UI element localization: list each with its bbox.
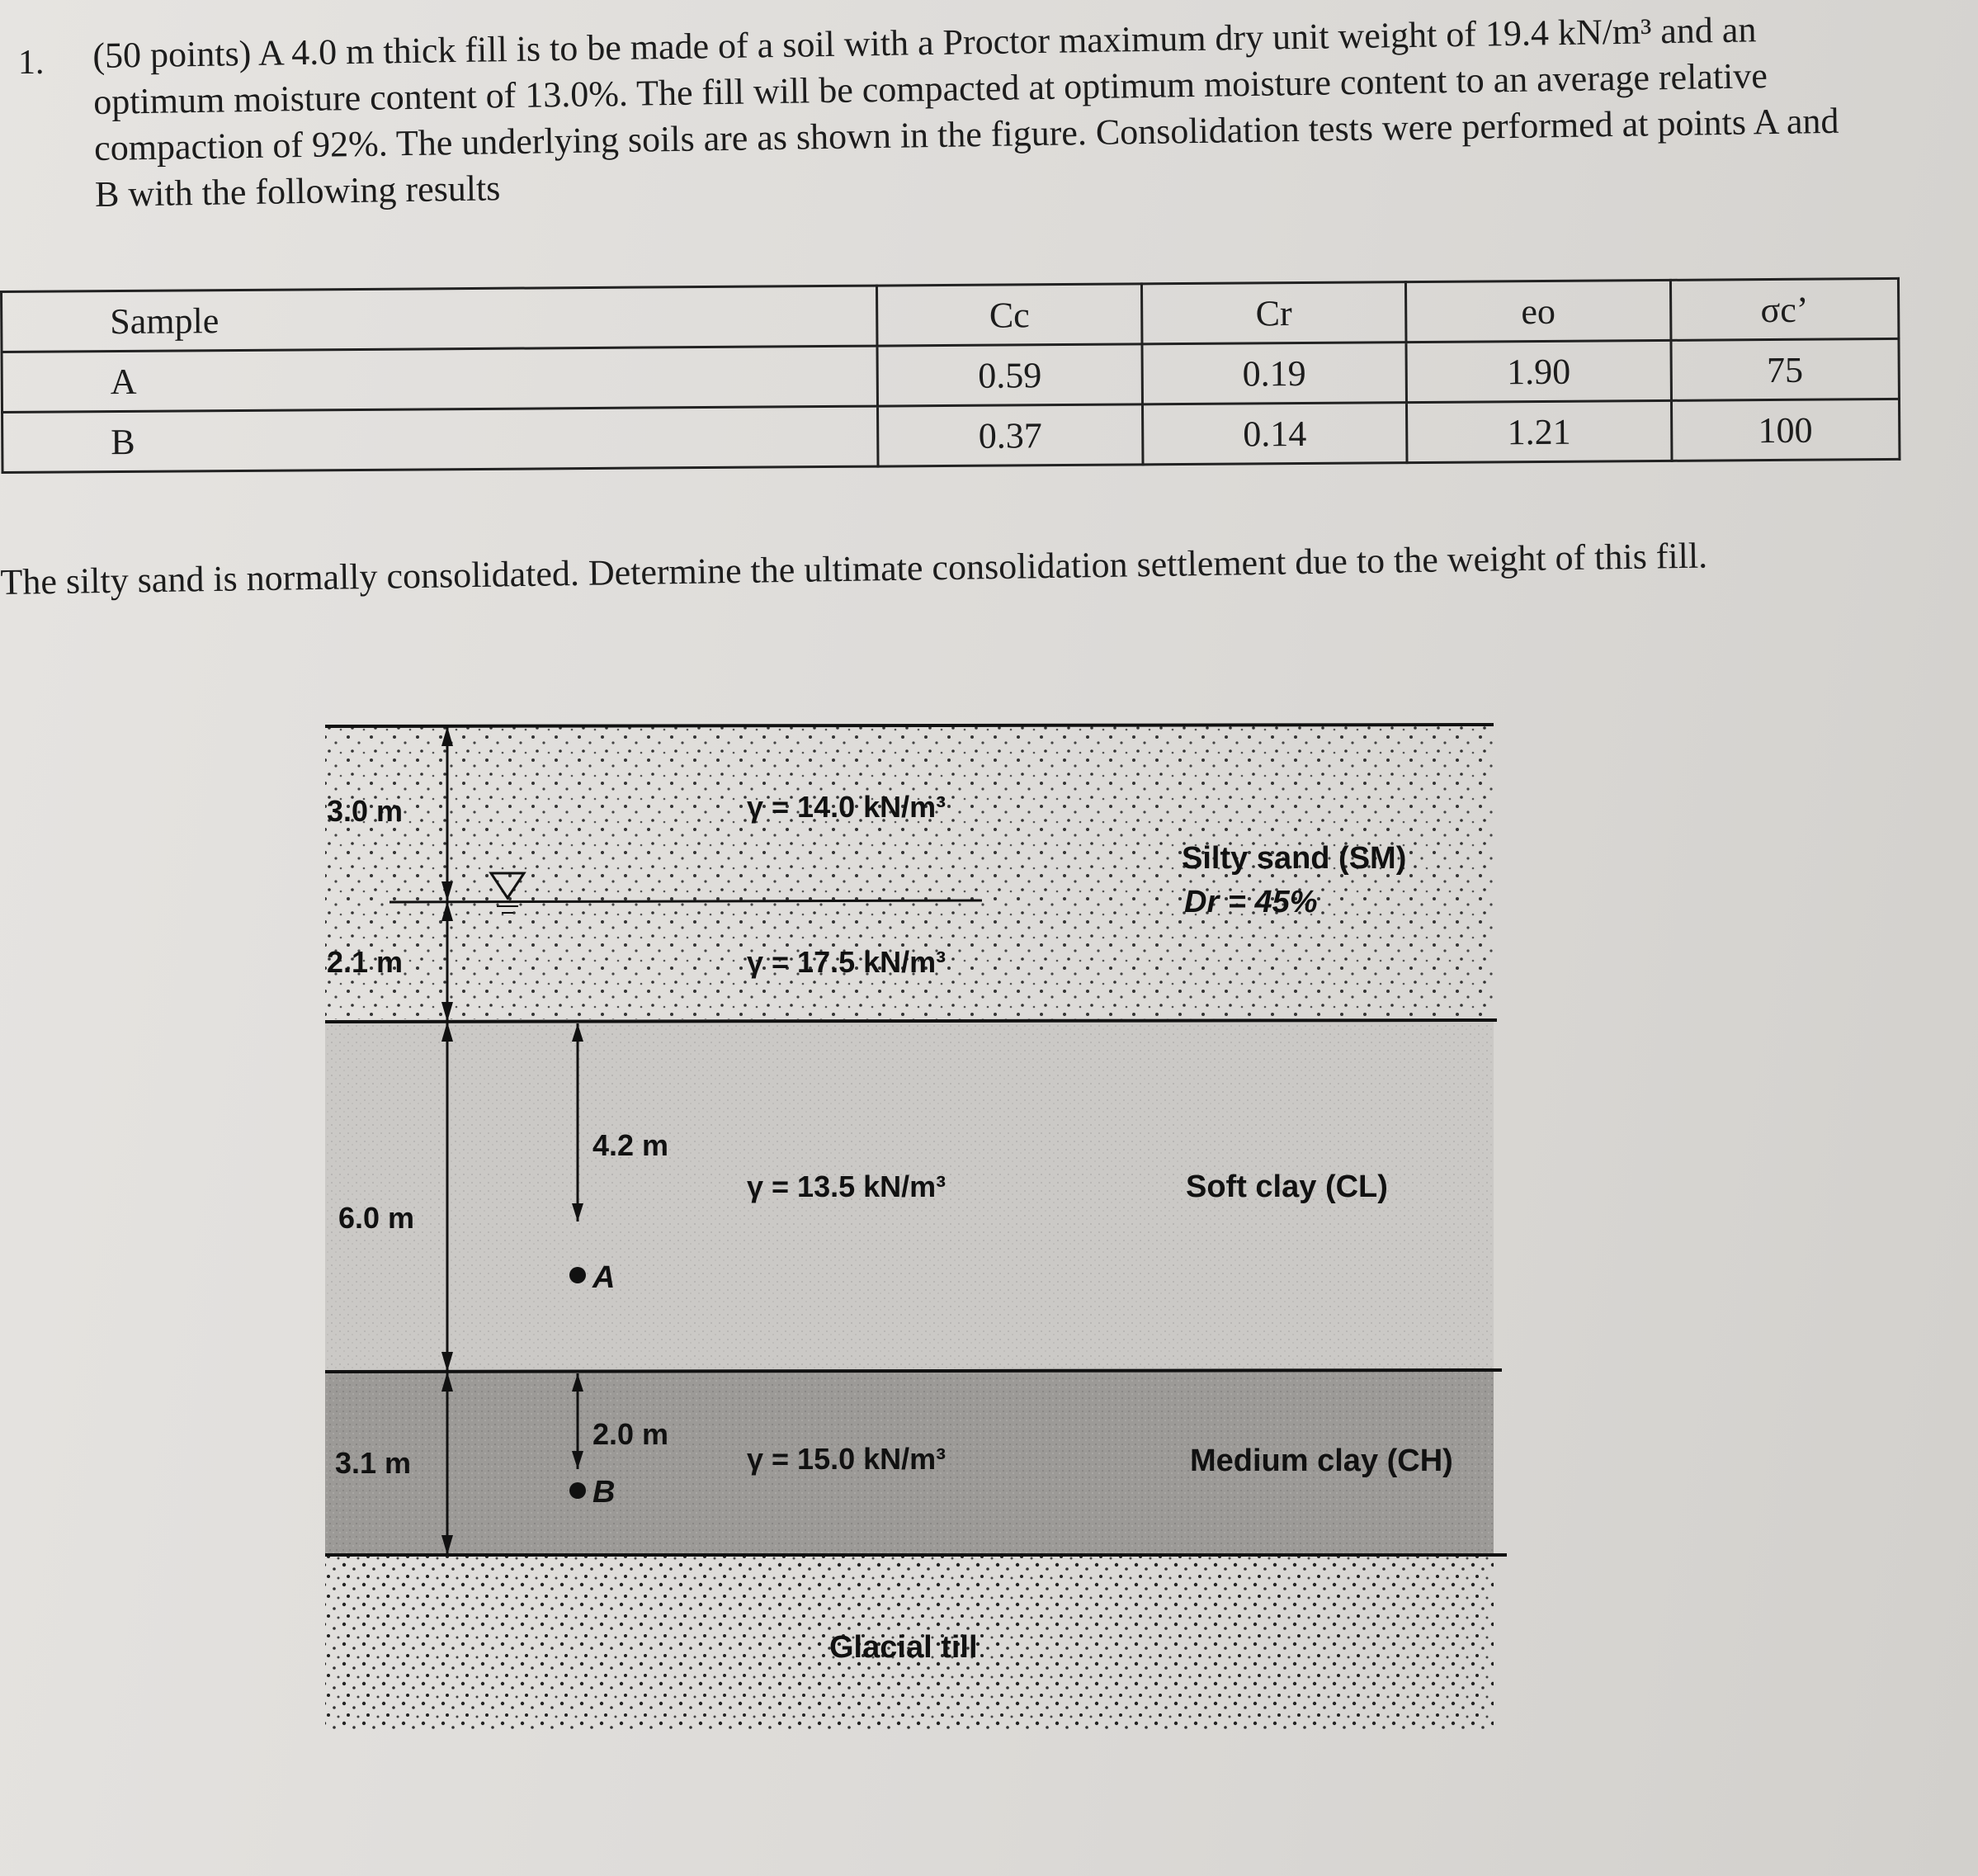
unit-weight-label: γ = 13.5 kN/m³ [747,1170,947,1203]
table-cell: 0.37 [878,404,1143,466]
table-cell: B [2,406,879,472]
header-cc: Cc [877,284,1142,346]
dim-label-2m: 2.0 m [592,1417,669,1451]
table-cell: 100 [1671,399,1900,461]
soft-clay-label: Soft clay (CL) [1186,1170,1388,1204]
question-text: (50 points) A 4.0 m thick fill is to be made of a soil with a Proctor maximum dry unit weight of 19.4 kN/m³ and an optimum moisture content of 13.0%. The fill will be compacted at optimum moisture content to an average relative compaction of 92%. The underlying soils are as shown in the figure. Consolidation tests were performed at points A and B with the following results [92,9,1839,215]
point-a-label: A [592,1260,616,1295]
point-a-marker [569,1267,586,1283]
table-row [2,399,1900,472]
soil-profile-figure [322,710,1518,1741]
question-number: 1. [18,44,45,82]
header-eo: eo [1406,280,1671,342]
header-sigma-c: σc’ [1670,278,1899,340]
table-cell: A [2,346,878,412]
table-cell: 0.59 [877,344,1142,406]
dim-label-3-1m: 3.1 m [335,1446,412,1480]
water-table-line [389,900,982,902]
table-cell: 75 [1671,338,1900,400]
table-cell: 1.90 [1406,340,1671,402]
consolidation-results-table [0,277,1900,474]
header-sample: Sample [2,286,878,352]
table-cell: 0.14 [1142,403,1407,465]
instruction-paragraph: The silty sand is normally consolidated. Determine the ultimate consolidation settlement due to the weight of this fill. [0,535,1708,602]
unit-weight-label: γ = 17.5 kN/m³ [747,945,947,979]
table-cell: 0.19 [1142,343,1407,404]
table-cell: 1.21 [1407,400,1672,462]
medium-clay-label: Medium clay (CH) [1190,1444,1453,1478]
unit-weight-label: γ = 15.0 kN/m³ [747,1442,947,1476]
unit-weight-label: γ = 14.0 kN/m³ [747,790,947,824]
point-b-label: B [592,1475,616,1510]
silty-sand-label: Silty sand (SM) [1182,841,1407,876]
ground-surface-line [325,725,1494,726]
header-cr: Cr [1141,282,1406,344]
dim-label-4-2m: 4.2 m [592,1128,669,1162]
boundary-line [325,1020,1497,1022]
dim-label-2-1m: 2.1 m [327,945,404,979]
dim-label-3m: 3.0 m [327,794,404,828]
relative-density-label: Dr = 45% [1184,885,1318,919]
dim-label-6m: 6.0 m [338,1201,415,1235]
point-b-marker [569,1482,586,1499]
glacial-till-label: Glacial till [829,1630,978,1665]
boundary-line [325,1370,1502,1372]
